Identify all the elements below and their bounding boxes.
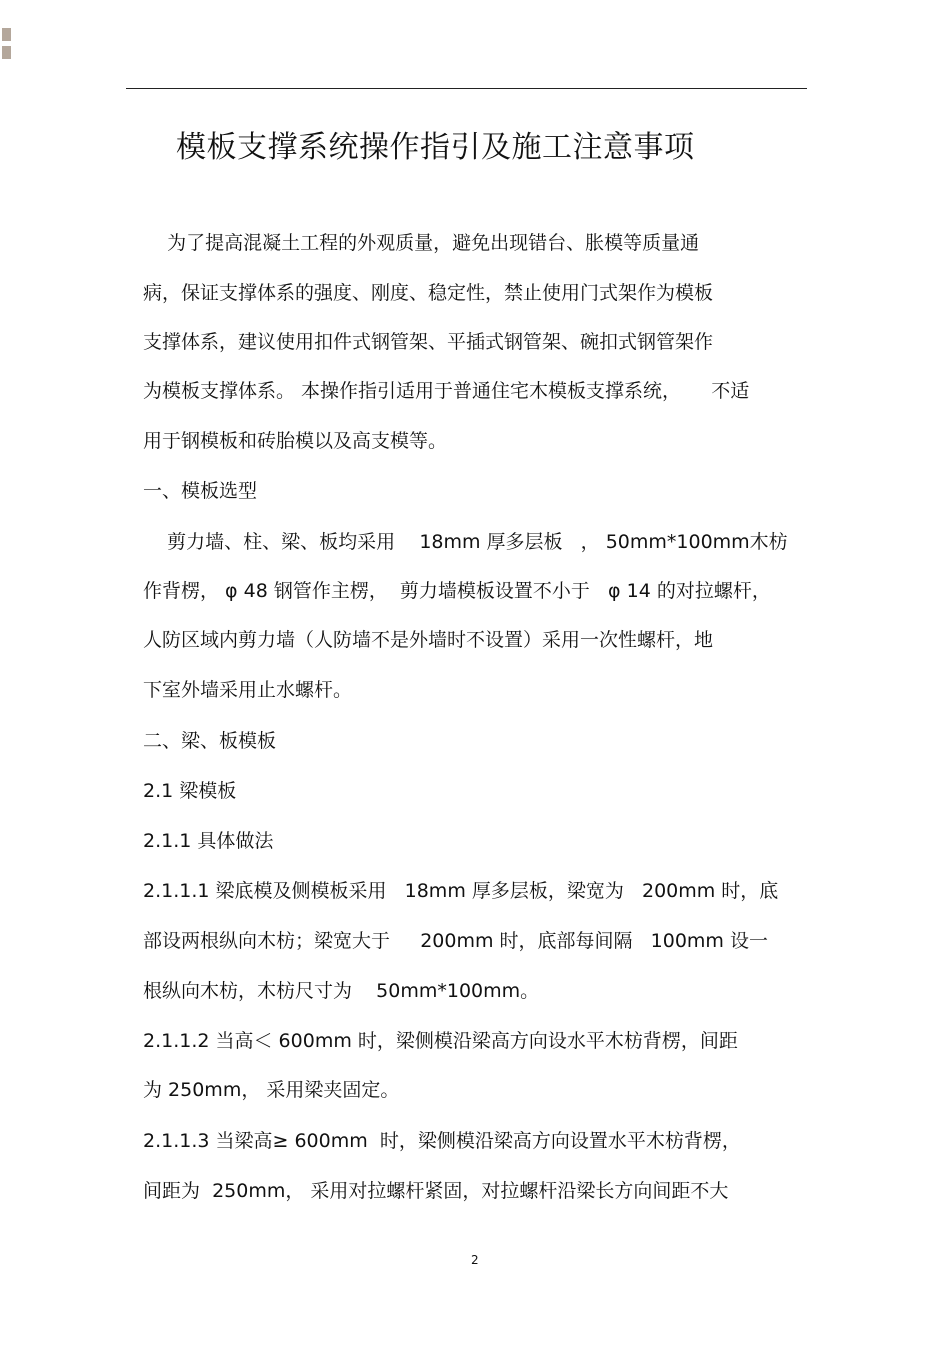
corner-scan-mark: [2, 28, 12, 64]
paragraph-line-8: 人防区域内剪力墙（人防墙不是外墙时不设置）采用一次性螺杆，地: [143, 629, 714, 651]
paragraph-line-9: 下室外墙采用止水螺杆。: [143, 679, 353, 701]
paragraph-line-2: 病，保证支撑体系的强度、刚度、稳定性，禁止使用门式架作为模板: [143, 282, 714, 304]
paragraph-line-7: 作背楞， φ 48 钢管作主楞， 剪力墙模板设置不小于 φ 14 的对拉螺杆，: [143, 580, 771, 602]
paragraph-line-11: 部设两根纵向木枋；梁宽大于 200mm 时，底部每间隔 100mm 设一: [143, 930, 768, 952]
paragraph-line-1: 为了提高混凝土工程的外观质量，避免出现错台、胀模等质量通: [143, 232, 700, 254]
subsection-heading-2-1: 2.1 梁模板: [143, 780, 237, 802]
paragraph-line-3: 支撑体系，建议使用扣件式钢管架、平插式钢管架、碗扣式钢管架作: [143, 331, 714, 353]
paragraph-line-15: 2.1.1.3 当梁高≥ 600mm 时，梁侧模沿梁高方向设置水平木枋背楞，: [143, 1130, 741, 1152]
header-rule: [126, 88, 807, 89]
document-title: 模板支撑系统操作指引及施工注意事项: [176, 130, 695, 165]
paragraph-line-13: 2.1.1.2 当高＜ 600mm 时，梁侧模沿梁高方向设水平木枋背楞，间距: [143, 1030, 738, 1052]
section-heading-1: 一、模板选型: [143, 480, 258, 502]
paragraph-line-4: 为模板支撑体系。 本操作指引适用于普通住宅木模板支撑系统， 不适: [143, 380, 750, 402]
paragraph-line-5: 用于钢模板和砖胎模以及高支模等。: [143, 430, 448, 452]
paragraph-line-10: 2.1.1.1 梁底模及侧模板采用 18mm 厚多层板，梁宽为 200mm 时，底: [143, 880, 779, 902]
paragraph-line-12: 根纵向木枋，木枋尺寸为 50mm*100mm。: [143, 980, 540, 1002]
page-number: 2: [471, 1253, 479, 1267]
paragraph-line-6: 剪力墙、柱、梁、板均采用 18mm 厚多层板 ， 50mm*100mm木枋: [143, 531, 788, 553]
section-heading-2: 二、梁、板模板: [143, 730, 277, 752]
paragraph-line-16: 间距为 250mm， 采用对拉螺杆紧固，对拉螺杆沿梁长方向间距不大: [143, 1180, 729, 1202]
subsection-heading-2-1-1: 2.1.1 具体做法: [143, 830, 274, 852]
paragraph-line-14: 为 250mm， 采用梁夹固定。: [143, 1079, 400, 1101]
